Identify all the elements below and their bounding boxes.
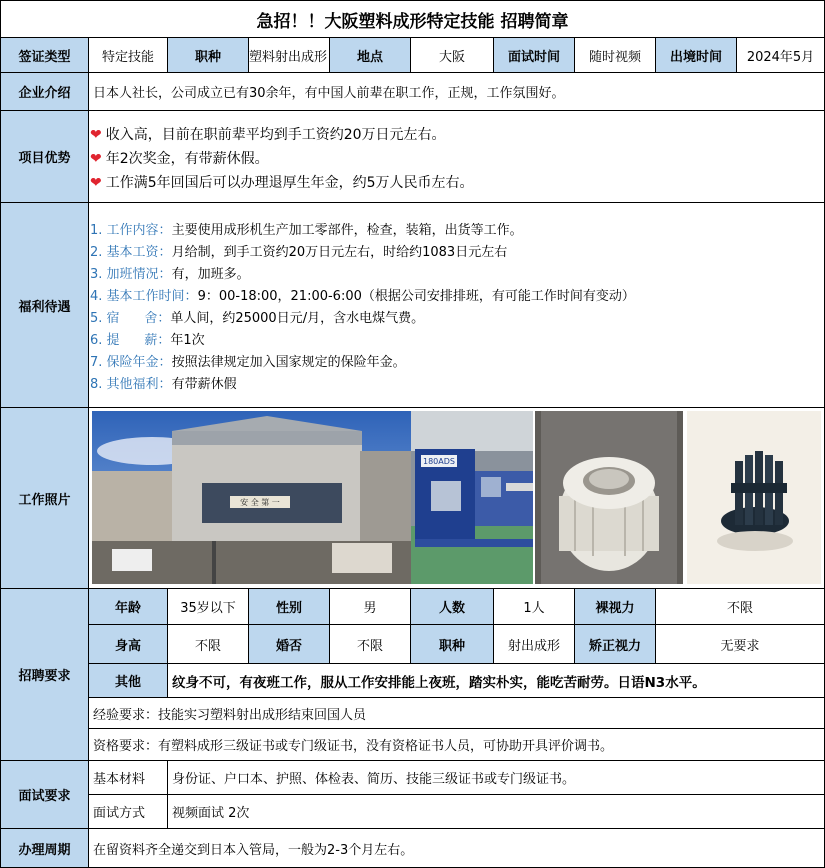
interview-method-label: 面试方式 (88, 794, 168, 829)
processing-period-text: 在留资料齐全递交到日本入管局，一般为2-3个月左右。 (88, 828, 825, 868)
company-intro-label: 企业介绍 (0, 72, 89, 111)
benefits-label: 福利待遇 (0, 202, 89, 408)
job-type-value: 塑料射出成形 (248, 37, 330, 73)
visa-type-value: 特定技能 (88, 37, 168, 73)
corrected-vision-value: 无要求 (655, 624, 825, 664)
height-value: 不限 (167, 624, 249, 664)
naked-eye-vision-label: 裸视力 (574, 588, 656, 625)
other-requirements-label: 其他 (88, 663, 168, 698)
benefit-item: 5. 宿 舍：单人间，约25000日元/月，含水电煤气费。 (90, 311, 425, 326)
heart-icon: ❤ (90, 151, 102, 167)
factory-photo (92, 411, 411, 584)
location-value: 大阪 (410, 37, 494, 73)
factory-sign-text: 安 全 第 一 (240, 498, 280, 507)
interview-time-value: 随时视频 (574, 37, 656, 73)
naked-eye-vision-value: 不限 (655, 588, 825, 625)
injection-machine-photo (411, 411, 533, 584)
marital-status-label: 婚否 (248, 624, 330, 664)
headcount-value: 1人 (493, 588, 575, 625)
height-label: 身高 (88, 624, 168, 664)
req-job-type-value: 射出成形 (493, 624, 575, 664)
departure-time-value: 2024年5月 (736, 37, 825, 73)
interview-requirements-label: 面试要求 (0, 760, 89, 829)
benefit-item: 4. 基本工作时间：9：00-18:00，21:00-6:00（根据公司安排排班，有可能工作时间有变动） (90, 289, 635, 304)
photos-label: 工作照片 (0, 407, 89, 589)
marital-status-value: 不限 (329, 624, 411, 664)
benefit-item: 8. 其他福利：有带薪休假 (90, 377, 237, 392)
age-value: 35岁以下 (167, 588, 249, 625)
advantages-label: 项目优势 (0, 110, 89, 203)
departure-time-label: 出境时间 (655, 37, 737, 73)
benefit-item: 6. 提 薪：年1次 (90, 333, 205, 348)
headcount-label: 人数 (410, 588, 494, 625)
advantage-item: ❤ 收入高，目前在职前辈平均到手工资约20万日元左右。 (90, 127, 446, 143)
heart-icon: ❤ (90, 175, 102, 191)
advantage-item: ❤ 工作满5年回国后可以办理退厚生年金，约5万人民币左右。 (90, 175, 474, 191)
interview-method-value: 视频面试 2次 (167, 794, 825, 829)
experience-requirement: 经验要求：技能实习塑料射出成形结束回国人员 (88, 697, 825, 729)
visa-type-label: 签证类型 (0, 37, 89, 73)
benefit-item: 1. 工作内容：主要使用成形机生产加工零部件，检查，装箱，出货等工作。 (90, 223, 523, 238)
gender-value: 男 (329, 588, 411, 625)
corrected-vision-label: 矫正视力 (574, 624, 656, 664)
age-label: 年龄 (88, 588, 168, 625)
gender-label: 性别 (248, 588, 330, 625)
other-requirements-value: 纹身不可，有夜班工作，服从工作安排能上夜班，踏实朴实，能吃苦耐劳。日语N3水平。 (167, 663, 825, 698)
heatsink-part-photo (687, 411, 821, 584)
basic-materials-value: 身份证、户口本、护照、体检表、简历、技能三级证书或专门级证书。 (167, 760, 825, 795)
basic-materials-label: 基本材料 (88, 760, 168, 795)
heart-icon: ❤ (90, 127, 102, 143)
machine-brand-text: 180ADS (423, 457, 455, 466)
interview-time-label: 面试时间 (493, 37, 575, 73)
benefit-item: 2. 基本工资：月给制，到手工资约20万日元左右，时给约1083日元左右 (90, 245, 508, 260)
job-type-label: 职种 (167, 37, 249, 73)
cable-gland-photo (535, 411, 683, 584)
qualification-requirement: 资格要求：有塑料成形三级证书或专门级证书，没有资格证书人员，可协助开具评价调书。 (88, 728, 825, 761)
company-intro-text: 日本人社长，公司成立已有30余年，有中国人前辈在职工作，正规，工作氛围好。 (88, 72, 825, 111)
location-label: 地点 (329, 37, 411, 73)
advantage-item: ❤ 年2次奖金，有带薪休假。 (90, 151, 269, 167)
benefit-item: 3. 加班情况：有，加班多。 (90, 267, 250, 282)
requirements-label: 招聘要求 (0, 588, 89, 761)
page-title: 急招！！大阪塑料成形特定技能 招聘简章 (0, 0, 825, 38)
req-job-type-label: 职种 (410, 624, 494, 664)
benefit-item: 7. 保险年金：按照法律规定加入国家规定的保险年金。 (90, 355, 406, 370)
processing-period-label: 办理周期 (0, 828, 89, 868)
